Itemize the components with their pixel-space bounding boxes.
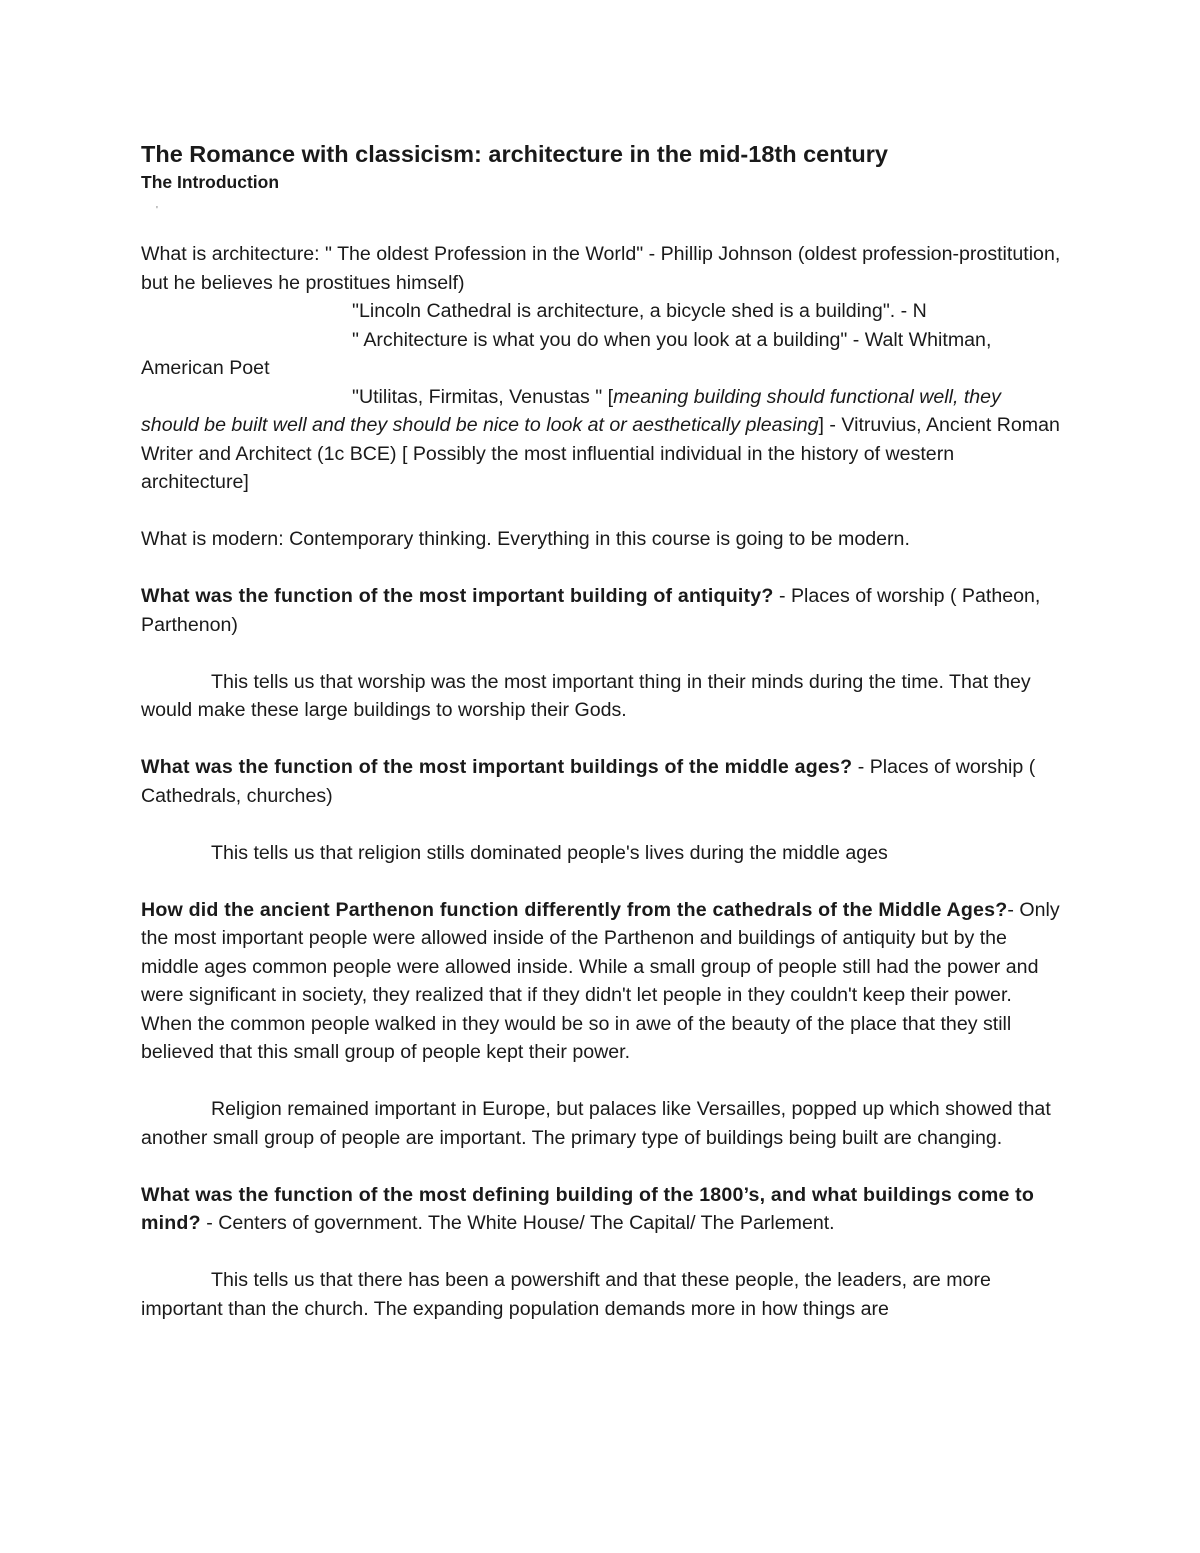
paragraph-versailles: Religion remained important in Europe, but palaces like Versailles, popped up which showed that another small group of people are important. The primary type of buildings being built are changing. (141, 1098, 1051, 1149)
question-parthenon-answer: - Only the most important people were allowed inside of the Parthenon and buildings of antiquity but by the middle ages common people were allowed inside. While a small group of people still had the power and were significant in society, they realized that if they didn't let people in they couldn't keep their power. When the common people walked in they would be so in awe of the beauty of the place that they still believed that this small group of people kept their power. (141, 898, 1060, 1063)
quote-vitruvius (141, 383, 1061, 497)
question-middle-ages-heading: What was the function of the most important buildings of the middle ages? (141, 756, 853, 778)
question-parthenon-vs-cathedrals (141, 896, 1061, 1067)
stray-mark: ' (156, 205, 158, 216)
paragraph-antiquity-worship: This tells us that worship was the most important thing in their minds during the time. That they would make these large buildings to worship their Gods. (141, 670, 1031, 721)
paragraph-middle-ages-religion: This tells us that religion stills dominated people's lives during the middle ages (211, 841, 888, 864)
question-1800s-heading: What was the function of the most defining building of the 1800’s, and what buildings come to mind? (141, 1183, 1035, 1234)
question-parthenon-heading: How did the ancient Parthenon function differently from the cathedrals of the Middle Ages? (141, 898, 1008, 921)
question-1800s-answer: - Centers of government. The White House/ The Capital/ The Parlement. (200, 1212, 835, 1234)
paragraph-architecture-definition: What is architecture: " The oldest Profession in the World" - Phillip Johnson (oldest profession-prostitution, but he believes he prostitues himself) (141, 243, 1061, 294)
quote-lincoln-cathedral: "Lincoln Cathedral is architecture, a bicycle shed is a building". - N (352, 300, 927, 322)
question-middle-ages (141, 753, 1061, 810)
paragraph-modern: What is modern: Contemporary thinking. Everything in this course is going to be modern. (141, 528, 910, 550)
document-page (141, 138, 1061, 1323)
question-middle-ages-answer: - Places of worship ( Cathedrals, churches) (141, 756, 1036, 807)
question-antiquity-heading: What was the function of the most important building of antiquity? (141, 585, 774, 607)
quote-whitman: " Architecture is what you do when you look at a building" - Walt Whitman, American Poet (141, 328, 992, 379)
document-title: The Romance with classicism: architecture in the mid-18th century (141, 141, 888, 167)
document-subtitle: The Introduction (141, 172, 280, 192)
quote-vitruvius-italic: meaning building should functional well, they should be built well and they should be nice to look at or aesthetically pleasing (141, 385, 1001, 436)
quote-vitruvius-start: "Utilitas, Firmitas, Venustas " [ (352, 385, 614, 408)
quote-vitruvius-end: ] - Vitruvius, Ancient Roman Writer and Architect (1c BCE) [ Possibly the most influential individual in the history of western architecture] (141, 414, 1060, 493)
question-antiquity (141, 582, 1061, 639)
paragraph-powershift: This tells us that there has been a powershift and that these people, the leaders, are more important than the church. The expanding population demands more in how things are (141, 1269, 991, 1320)
question-1800s (141, 1181, 1061, 1238)
question-antiquity-answer: - Places of worship ( Patheon, Parthenon) (141, 585, 1041, 636)
